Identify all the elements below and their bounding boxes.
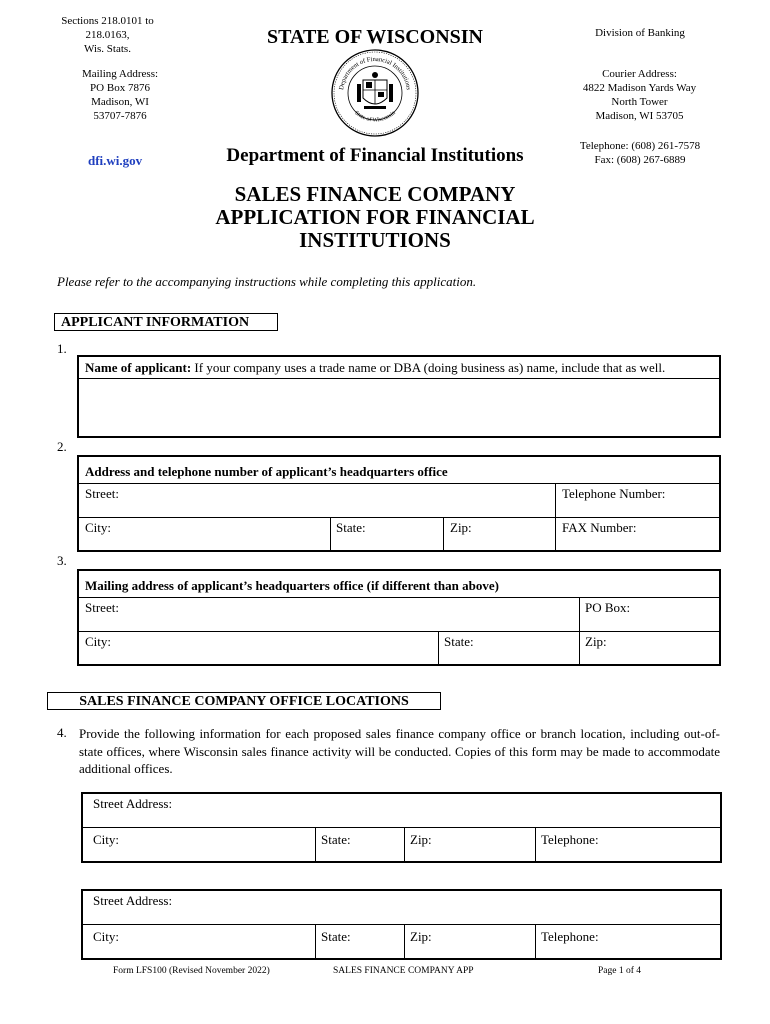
hq-address-box	[77, 455, 721, 552]
office-state-field[interactable]: State:	[321, 929, 351, 944]
office-zip-field[interactable]: Zip:	[410, 832, 432, 847]
mailing-address-title: Mailing address of applicant’s headquarters office (if different than above)	[85, 578, 499, 593]
city-field[interactable]: City:	[85, 520, 112, 535]
office-location-block	[81, 889, 722, 960]
statute-reference: Sections 218.0101 to 218.0163, Wis. Stats.	[61, 15, 154, 55]
locations-instructions: Provide the following information for each proposed sales finance company office or branch location, including out-of-state offices, where Wisconsin sales finance activity will be conducted. Copies of this form may be made to accommodate additional offices.	[79, 726, 720, 776]
seal-inner-text: State of Wisconsin	[353, 110, 397, 124]
locations-section-header: SALES FINANCE COMPANY OFFICE LOCATIONS	[47, 692, 441, 710]
question-number: 1.	[57, 341, 67, 356]
office-city-field[interactable]: City:	[93, 929, 120, 944]
instructions-note: Please refer to the accompanying instructions while completing this application.	[57, 274, 477, 289]
applicant-name-label: Name of applicant: If your company uses a trade name or DBA (doing business as) name, include that as well.	[85, 360, 666, 375]
state-title: STATE OF WISCONSIN	[267, 26, 483, 48]
courier-address: Courier Address: 4822 Madison Yards Way North Tower Madison, WI 53705	[582, 68, 697, 122]
contact-phone-fax: Telephone: (608) 261-7578 Fax: (608) 267-6889	[579, 140, 701, 166]
question-number: 3.	[57, 553, 67, 568]
office-telephone-field[interactable]: Telephone:	[541, 929, 599, 944]
form-id: Form LFS100 (Revised November 2022)	[113, 966, 270, 976]
page-number: Page 1 of 4	[598, 966, 642, 976]
question-number: 4.	[57, 725, 67, 740]
form-name: SALES FINANCE COMPANY APP	[333, 966, 474, 976]
mailing-city-field[interactable]: City:	[85, 634, 112, 649]
website-link[interactable]: dfi.wi.gov	[88, 153, 143, 168]
applicant-section-header: APPLICANT INFORMATION	[54, 313, 278, 331]
street-field[interactable]: Street:	[85, 486, 119, 501]
mailing-street-field[interactable]: Street:	[85, 600, 119, 615]
question-number: 2.	[57, 439, 67, 454]
office-city-field[interactable]: City:	[93, 832, 120, 847]
division-name: Division of Banking	[595, 27, 685, 39]
state-field[interactable]: State:	[336, 520, 366, 535]
office-state-field[interactable]: State:	[321, 832, 351, 847]
seal-outer-text: Department of Financial Institutions	[338, 55, 412, 91]
mailing-state-field[interactable]: State:	[444, 634, 474, 649]
hq-address-title: Address and telephone number of applicant’s headquarters office	[85, 464, 448, 479]
department-title: Department of Financial Institutions	[226, 145, 524, 166]
fax-field[interactable]: FAX Number:	[562, 520, 637, 535]
applicant-name-field[interactable]	[79, 379, 719, 436]
mailing-address-box	[77, 569, 721, 666]
seal-icon	[330, 48, 420, 138]
applicant-name-box	[77, 355, 721, 438]
office-zip-field[interactable]: Zip:	[410, 929, 432, 944]
svg-text:State of Wisconsin	[353, 110, 397, 123]
po-box-field[interactable]: PO Box:	[585, 600, 631, 615]
mailing-zip-field[interactable]: Zip:	[585, 634, 607, 649]
office-street-field[interactable]: Street Address:	[93, 893, 173, 908]
form-title: SALES FINANCE COMPANY APPLICATION FOR FINANCIAL INSTITUTIONS	[215, 182, 535, 252]
office-location-block	[81, 792, 722, 863]
telephone-field[interactable]: Telephone Number:	[562, 486, 666, 501]
office-street-field[interactable]: Street Address:	[93, 796, 173, 811]
zip-field[interactable]: Zip:	[450, 520, 472, 535]
mailing-address: Mailing Address: PO Box 7876 Madison, WI 53707-7876	[81, 68, 159, 122]
state-seal	[330, 48, 420, 143]
office-telephone-field[interactable]: Telephone:	[541, 832, 599, 847]
